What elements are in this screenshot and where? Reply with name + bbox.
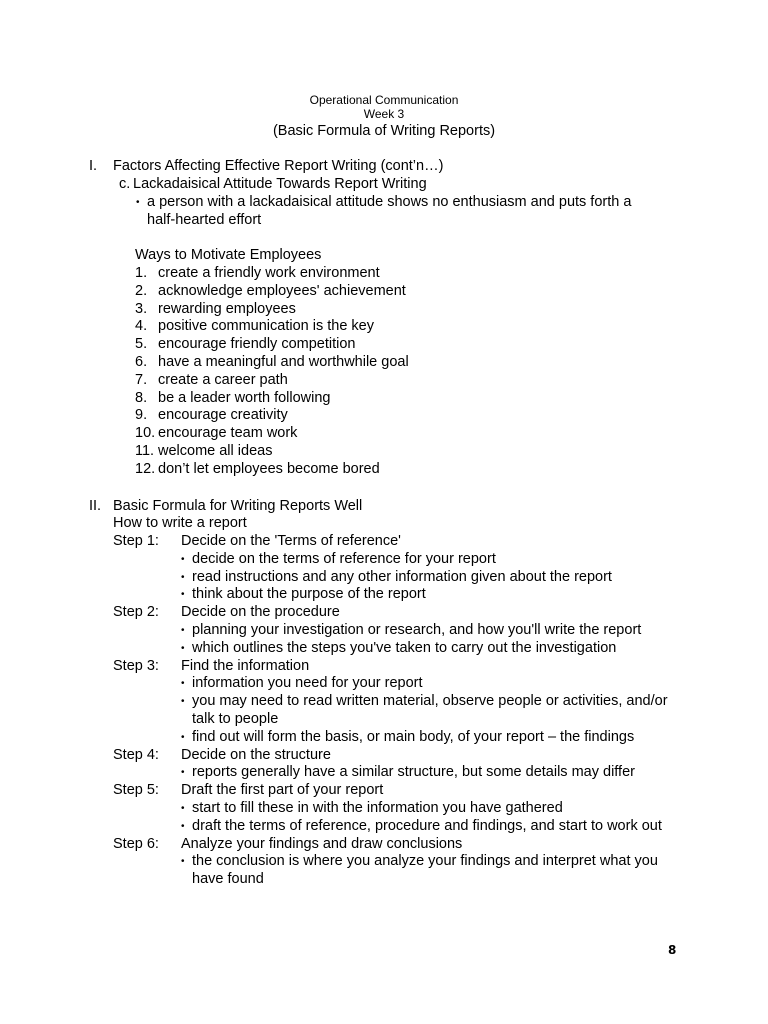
bullet-icon: • (181, 731, 185, 743)
step-bullet (181, 586, 681, 604)
step-title: Draft the first part of your report (181, 782, 384, 799)
bullet-icon: • (181, 767, 185, 779)
step-bullet (181, 729, 681, 747)
list-item-number: 10. (135, 425, 156, 442)
step-bullet-text: read instructions and any other information given about the report (192, 568, 612, 585)
list-item-number: 11. (135, 442, 155, 459)
step-block (113, 782, 713, 835)
step-bullet (181, 693, 681, 729)
list-item-text: acknowledge employees' achievement (158, 282, 406, 299)
step-bullet-text: you may need to read written material, observe people or activities, and/or talk to people (192, 693, 668, 727)
step-bullet-text: find out will form the basis, or main body, of your report – the findings (192, 728, 635, 745)
step-bullet-text: start to fill these in with the information you have gathered (192, 799, 563, 816)
bullet-icon: • (181, 571, 185, 583)
step-bullet (181, 853, 681, 889)
step-bullet-text: decide on the terms of reference for your report (192, 550, 496, 567)
step-bullet-text: information you need for your report (192, 675, 423, 692)
list-item-text: encourage friendly competition (158, 336, 356, 353)
list-item-number: 12. (135, 460, 156, 477)
topic-title: (Basic Formula of Writing Reports) (272, 123, 496, 139)
bullet-icon: • (181, 856, 185, 868)
step-title: Decide on the 'Terms of reference' (181, 533, 401, 549)
list-item-text: encourage creativity (158, 407, 288, 424)
step-bullet (181, 551, 681, 569)
step-title: Decide on the procedure (181, 604, 340, 621)
page-number: 8 (668, 943, 677, 957)
bullet-icon: • (181, 802, 185, 814)
step-bullet-text: the conclusion is where you analyze your findings and interpret what you have found (192, 853, 658, 888)
section-2-title: Basic Formula for Writing Reports Well (113, 498, 363, 514)
step-block (113, 533, 713, 604)
bullet-icon: • (136, 197, 140, 208)
list-item-text: have a meaningful and worthwhile goal (158, 353, 409, 370)
step-label: Step 2: (113, 604, 159, 621)
list-item-number: 2. (135, 282, 148, 299)
section-2-subheading: How to write a report (113, 515, 247, 531)
bullet-icon: • (181, 820, 185, 832)
step-block (113, 747, 713, 783)
document-header (0, 93, 768, 141)
attitude-description-line-1: a person with a lackadaisical attitude shows no enthusiasm and puts forth a (147, 194, 632, 210)
bullet-icon: • (181, 642, 185, 654)
step-bullet (181, 569, 681, 587)
list-item-number: 8. (135, 389, 148, 406)
list-item-text: encourage team work (158, 425, 298, 442)
list-item-text: create a career path (158, 371, 288, 388)
list-item-text: rewarding employees (158, 300, 296, 317)
step-title: Analyze your findings and draw conclusions (181, 835, 463, 852)
list-item-number: 4. (135, 318, 148, 335)
bullet-icon: • (181, 696, 185, 708)
step-block (113, 604, 713, 657)
bullet-icon: • (181, 553, 185, 565)
step-bullet (181, 818, 681, 836)
step-label: Step 6: (113, 835, 159, 852)
list-item-number: 3. (135, 300, 148, 317)
list-item-text: create a friendly work environment (158, 265, 380, 281)
step-block (113, 658, 713, 747)
bullet-icon: • (181, 589, 185, 601)
subsection-c-title: Lackadaisical Attitude Towards Report Writing (133, 176, 427, 192)
subsection-c-label: c. (119, 176, 131, 192)
step-bullet (181, 622, 681, 640)
step-bullet (181, 764, 681, 782)
list-item-number: 6. (135, 353, 148, 370)
step-bullet-text: reports generally have a similar structure, but some details may differ (192, 764, 635, 781)
list-item-number: 5. (135, 336, 148, 353)
step-label: Step 1: (113, 533, 159, 549)
steps-list (113, 533, 713, 889)
step-bullet-text: planning your investigation or research, and how you'll write the report (192, 621, 642, 638)
step-bullet-text: which outlines the steps you've taken to carry out the investigation (192, 639, 617, 656)
step-label: Step 4: (113, 746, 159, 763)
step-label: Step 3: (113, 657, 159, 674)
list-item-text: positive communication is the key (158, 318, 374, 335)
section-2-number: II. (89, 498, 102, 514)
step-bullet-text: draft the terms of reference, procedure and findings, and start to work out (192, 817, 662, 834)
list-item-number: 1. (135, 265, 148, 281)
attitude-description-line-2: half-hearted effort (147, 212, 262, 228)
step-block (113, 836, 713, 889)
bullet-icon: • (181, 678, 185, 690)
list-item-number: 7. (135, 371, 148, 388)
bullet-icon: • (181, 624, 185, 636)
section-1-title: Factors Affecting Effective Report Writing (cont’n…) (113, 158, 444, 174)
list-item-number: 9. (135, 407, 148, 424)
step-bullet-text: think about the purpose of the report (192, 586, 426, 603)
section-1-number: I. (89, 158, 98, 174)
list-item-text: be a leader worth following (158, 389, 331, 406)
step-bullet (181, 800, 681, 818)
week-label: Week 3 (363, 107, 405, 121)
step-title: Find the information (181, 657, 310, 674)
list-item-text: welcome all ideas (158, 442, 273, 459)
step-bullet (181, 640, 681, 658)
step-bullet (181, 675, 681, 693)
course-title: Operational Communication (309, 93, 459, 107)
step-title: Decide on the structure (181, 746, 331, 763)
motivate-heading: Ways to Motivate Employees (135, 247, 322, 263)
list-item-text: don’t let employees become bored (158, 460, 380, 477)
step-label: Step 5: (113, 782, 159, 799)
